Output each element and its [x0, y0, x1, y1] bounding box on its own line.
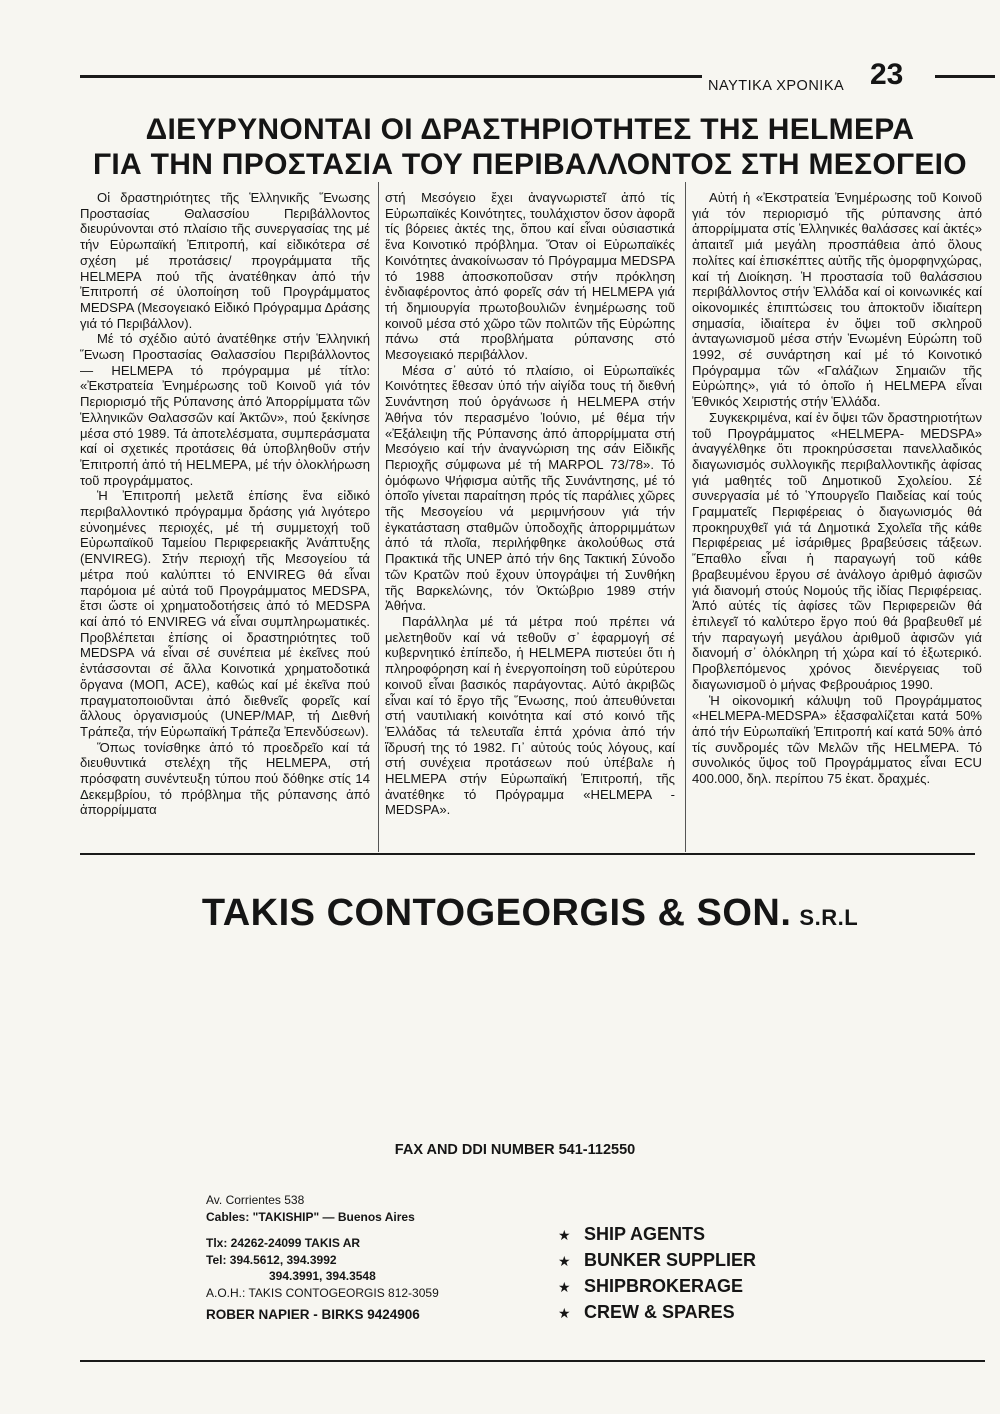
service-item: ★ SHIP AGENTS: [558, 1222, 756, 1248]
service-item: ★ CREW & SPARES: [558, 1300, 756, 1326]
service-item: ★ BUNKER SUPPLIER: [558, 1248, 756, 1274]
article-bottom-rule: [80, 853, 975, 855]
paragraph: Ἡ Ἐπιτροπή μελετᾶ ἐπίσης ἕνα εἰδικό περιβαλλοντικό πρόγραμμα δράσης γιά λιγότερο εὐνοημένες περιοχές, μέ τή συμμετοχή τοῦ Εὐρωπαϊκοῦ Ταμείου Περιφερειακῆς Ἀνάπτυξης (ENVIREG). Στήν περιοχή τῆς Μεσογείου τά μέτρα πού καλύπτει τό ENVIREG θά εἶναι παρόμοια μέ αὐτά τοῦ Προγράμματος MEDSPA, ἔτσι ὥστε οἱ χρηματοδοτήσεις ἀπό τό MEDSPA καί ἀπό τό ENVIREG νά εἶναι συμπληρωματικές. Προβλέπεται ἐπίσης οἱ δραστηριότητες τοῦ MEDSPA νά εἶναι σέ συνέπεια μέ ἐκεῖνες πού ἐντάσσονται σέ ἄλλα Κοινοτικά χρηματοδοτικά ὄργανα (ΜΟΠ, ACE), καθώς καί μέ ἐκεῖνα πού πραγματοποιοῦνται ἀπό διεθνεῖς φορεῖς καί ἄλλους ὀργανισμούς (UNEP/MAP, τή Διεθνή Τράπεζα, τήν Εὐρωπαϊκή Τράπεζα Ἐπενδύσεων).: [80, 488, 370, 739]
article-column-1: [80, 190, 370, 845]
section-name: ΝΑΥΤΙΚΑ ΧΡΟΝΙΚΑ: [708, 78, 845, 94]
paragraph: στή Μεσόγειο ἔχει ἀναγνωριστεῖ ἀπό τίς Εὐρωπαϊκές Κοινότητες, τουλάχιστον ὅσον ἀφορᾶ τίς βόρειες ἀκτές της, ὅπου καί εἶναι οὐσιαστικά ἕνα Κοινοτικό πρόβλημα. Ὅταν οἱ Εὐρωπαϊκές Κοινότητες ἀνακοίνωσαν τό Πρόγραμμα MEDSPA τό 1988 ἀποσκοποῦσαν στήν πρόκληση ἐνδιαφέροντος ἀπό φορεῖς σάν τή HELMEPA γιά τή δημιουργία πρωτοβουλιῶν ἐνημέρωσης τοῦ κοινοῦ μέσα στό χῶρο τῶν πολιτῶν τῆς Εὐρώπης πάνω στά προβλήματα ρύπανσης στό Μεσογειακό περιβάλλον.: [385, 190, 675, 363]
telephone: Tel: 394.5612, 394.3992: [206, 1252, 337, 1267]
address: Av. Corrientes 538: [206, 1193, 305, 1207]
column-divider: [378, 182, 379, 852]
star-icon: ★: [558, 1227, 571, 1243]
paragraph: Αὐτή ἡ «Ἐκστρατεία Ἐνημέρωσης τοῦ Κοινοῦ γιά τόν περιορισμό τῆς ρύπανσης ἀπό ἀπορρίμματα στίς Ἑλληνικές θαλάσσες καί ἀκτές» ἀπαιτεῖ μιά μεγάλη προσπάθεια ἀπό ὅλους πολίτες καί ἐπισκέπτες αὐτῆς τῆς ὀμορφηνχώρας, καί τή Διοίκηση. Ἡ προστασία τοῦ θαλάσσιου περιβάλλοντος στήν Ἑλλάδα καί οἱ κοινωνικές καί οἰκονομικές ἐπιπτώσεις του ἀποκτοῦν ἰδιαίτερη σημασία, ἰδιαίτερα ἐν ὄψει τοῦ σκληροῦ ἀνταγωνισμοῦ μέσα στήν Ἑνωμένη Εὐρώπη τοῦ 1992, σέ συνάρτηση καί μέ τό Κοινοτικό Πρόγραμμα τῶν «Γαλάζιων Σημαιῶν τῆς Εὐρώπης», γιά τό ὁποῖο ἡ HELMEPA εἶναι Ἐθνικός Χειριστής στήν Ἑλλάδα.: [692, 190, 982, 410]
after-hours: A.O.H.: TAKIS CONTOGEORGIS 812-3059: [206, 1285, 439, 1300]
star-icon: ★: [558, 1253, 571, 1269]
ad-fax-line: FAX AND DDI NUMBER 541-112550: [394, 1142, 636, 1158]
telex: Tlx: 24262-24099 TAKIS AR: [206, 1236, 361, 1250]
star-icon: ★: [558, 1279, 571, 1295]
paragraph: Μέσα σ᾽ αὐτό τό πλαίσιο, οἱ Εὐρωπαϊκές Κοινότητες ἔθεσαν ὑπό τήν αἰγίδα τους τή διεθνή Συνάντηση πού ὀργάνωσε ἡ HELMEPA στήν Ἀθήνα τόν περασμένο Ἰούνιο, μέ θέμα τήν «Ἐξάλειψη τῆς Ρύπανσης ἀπό ἀπορρίμματα στή Μεσόγειο καί τήν ἀναγνώριση της σάν Εἰδικῆς Περιοχῆς σύμφωνα μέ τή MARPOL 73/78». Τό ὁμόφωνο Ψήφισμα αὐτῆς τῆς Συνάντησης, μέ τό ὁποῖο γίνεται παραίτηση πρός τίς παράλιες χῶρες τῆς Μεσογείου νά μεριμνήσουν γιά τήν ἐγκατάσταση σταθμῶν ὑποδοχῆς ἀπορριμμάτων ἀπό τά πλοῖα, περιλήφθηκε ἀκολούθως στά Πρακτικά τῆς UNEP ἀπό τήν 6ης Τακτική Σύνοδο τῶν Κρατῶν πού ἔχουν ὑπογράψει τή Συνθήκη τῆς Βαρκελώνης, τόν Ὀκτώβριο 1989 στήν Ἀθήνα.: [385, 362, 675, 614]
paragraph: Ἡ οἰκονομική κάλυψη τοῦ Προγράμματος «HELMEPA-MEDSPA» ἐξασφαλίζεται κατά 50% ἀπό τήν Εὐρωπαϊκή Ἐπιτροπή καί κατά 50% ἀπό τίς συνδρομές τῶν Μελῶν τῆς HELMEPA. Τό συνολικός ὕψος τοῦ Προγράμματος εἶναι ECU 400.000, δηλ. περίπου 75 ἑκατ. δραχμές.: [692, 692, 982, 787]
ad-contact-block: [206, 1192, 439, 1324]
service-item: ★ SHIPBROKERAGE: [558, 1274, 756, 1300]
header-rule-right: [935, 75, 995, 78]
header-rule-left: [80, 75, 702, 78]
article-column-3: [692, 190, 982, 845]
column-divider: [685, 182, 686, 852]
page-number: 23: [870, 58, 904, 91]
headline-line-1: ΔΙΕΥΡΥΝΟΝΤΑΙ ΟΙ ΔΡΑΣΤΗΡΙΟΤΗΤΕΣ ΤΗΣ HELMEPA: [145, 113, 915, 146]
paragraph: Οἱ δραστηριότητες τῆς Ἑλληνικῆς Ἕνωσης Προστασίας Θαλασσίου Περιβάλλοντος διευρύνονται στό πλαίσιο τῆς συνεργασίας της μέ τήν Εὐρωπαϊκή Ἐπιτροπή, καί εἰδικότερα σέ σχέση μέ προτάσεις/ προγράμματα τῆς HELMEPA πού τῆς ἀνατέθηκαν ἀπό τήν Ἐπιτροπή σέ ὑλοποίηση τοῦ Προγράμματος MEDSPA (Μεσογειακό Εἰδικό Πρόγραμμα Δράσης γιά τό Περιβάλλον).: [80, 190, 370, 331]
napier-contact: ROBER NAPIER - BIRKS 9424906: [206, 1307, 420, 1322]
article-column-2: [385, 190, 675, 845]
company-name: TAKIS CONTOGEORGIS & SON.: [201, 892, 792, 934]
star-icon: ★: [558, 1305, 571, 1321]
footer-rule: [80, 1360, 985, 1362]
company-suffix: S.R.L: [799, 905, 859, 930]
ad-services-list: [558, 1222, 756, 1326]
ad-company-name: [80, 892, 980, 935]
headline-line-2: ΓΙΑ ΤΗΝ ΠΡΟΣΤΑΣΙΑ ΤΟΥ ΠΕΡΙΒΑΛΛΟΝΤΟΣ ΣΤΗ ΜΕΣΟΓΕΙΟ: [93, 148, 967, 181]
paragraph: Συγκεκριμένα, καί ἐν ὄψει τῶν δραστηριοτήτων τοῦ Προγράμματος «HELMEPA- MEDSPA» ἀναγγέλθηκε ὅτι προκηρύσσεται πανελλαδικός διαγωνισμός συλλογικῆς περιβαλλοντικῆς ἀφίσας γιά μαθητές τοῦ Δημοτικοῦ Σχολείου. Σέ συνεργασία μέ τό Ὑπουργεῖο Παιδείας καί τούς Γραμματεῖς Περιφέρειας ὁ διαγωνισμός θά προκηρυχθεῖ γιά τά Δημοτικά Σχολεῖα τῆς κάθε Περιφέρειας μέ ἰσάριθμες βραβεύσεις τάξεων. Ἔπαθλο εἶναι ἡ παραγωγή τοῦ κάθε βραβευμένου ἔργου σέ ἀνάλογο ἀριθμό ἀφισῶν γιά διανομή στούς Νομούς τῆς ἰδίας Περιφέρειας. Ἀπό αὐτές τίς ἀφίσες τῶν Περιφερειῶν θά ἐπιλεγεῖ τό καλύτερο ἔργο πού θά βραβευθεῖ μέ τήν παραγωγή μεγάλου ἀριθμοῦ ἀφισῶν γιά διανομή σ᾽ ὁλόκληρη τή χώρα καί τό ἐξωτερικό. Προβλεπόμενος χρόνος διενέργειας τοῦ διαγωνισμοῦ ὁ μήνας Φεβρουάριος 1990.: [692, 409, 982, 692]
article-headline: [80, 112, 980, 182]
cables: Cables: "TAKISHIP" — Buenos Aires: [206, 1209, 415, 1224]
telephone-2: 394.3991, 394.3548: [269, 1269, 376, 1283]
paragraph: Μέ τό σχέδιο αὐτό ἀνατέθηκε στήν Ἑλληνική Ἕνωση Προστασίας Θαλασσίου Περιβάλλοντος — HELMEPA τό πρόγραμμα μέ τίτλο: «Ἐκστρατεία Ἐνημέρωσης τοῦ Κοινοῦ γιά τόν Περιορισμό τῆς Ρύπανσης ἀπό Ἀπορρίμματα τῶν Ἑλληνικῶν Θαλασσῶν καί Ἀκτῶν», πού ξεκίνησε μέσα στό 1989. Τά ἀποτελέσματα, συμπεράσματα καί οἱ σχετικές προτάσεις θά ὑποβληθοῦν στήν Ἐπιτροπή ἀπό τή HELMEPA, μέ τήν ὁλοκλήρωση τοῦ προγράμματος.: [80, 331, 370, 488]
paragraph: Ὅπως τονίσθηκε ἀπό τό προεδρεῖο καί τά διευθυντικά στελέχη τῆς HELMEPA, στή πρόσφατη συνέντευξη τύπου πού δόθηκε στίς 14 Δεκεμβρίου, τό πρόβλημα τῆς ρύπανσης ἀπό ἀπορρίμματα: [80, 739, 370, 818]
paragraph: Παράλληλα μέ τά μέτρα πού πρέπει νά μελετηθοῦν καί νά τεθοῦν σ᾽ ἐφαρμογή σέ κυβερνητικό ἐπίπεδο, ἡ HELMEPA πιστεύει ὅτι ἡ πληροφόρηση καί ἡ ἐνεργοποίηση τοῦ εὐρύτερου κοινοῦ εἶναι βασικός παράγοντας. Αὐτό ἀκριβῶς εἶναι καί τό ἔργο τῆς Ἕνωσης, πού ἀπευθύνεται στή ναυτιλιακή κοινότητα καί στό κοινό τῆς Ἑλλάδας τά τελευταῖα ἑπτά χρόνια ἀπό τήν ἵδρυσή της τό 1982. Γι᾽ αὐτούς τούς λόγους, καί στή συνέχεια προτάσεων πού ὑπέβαλε ἡ HELMEPA στήν Εὐρωπαϊκή Ἐπιτροπή, τῆς ἀνατέθηκε τό Πρόγραμμα «HELMEPA - MEDSPA».: [385, 613, 675, 818]
